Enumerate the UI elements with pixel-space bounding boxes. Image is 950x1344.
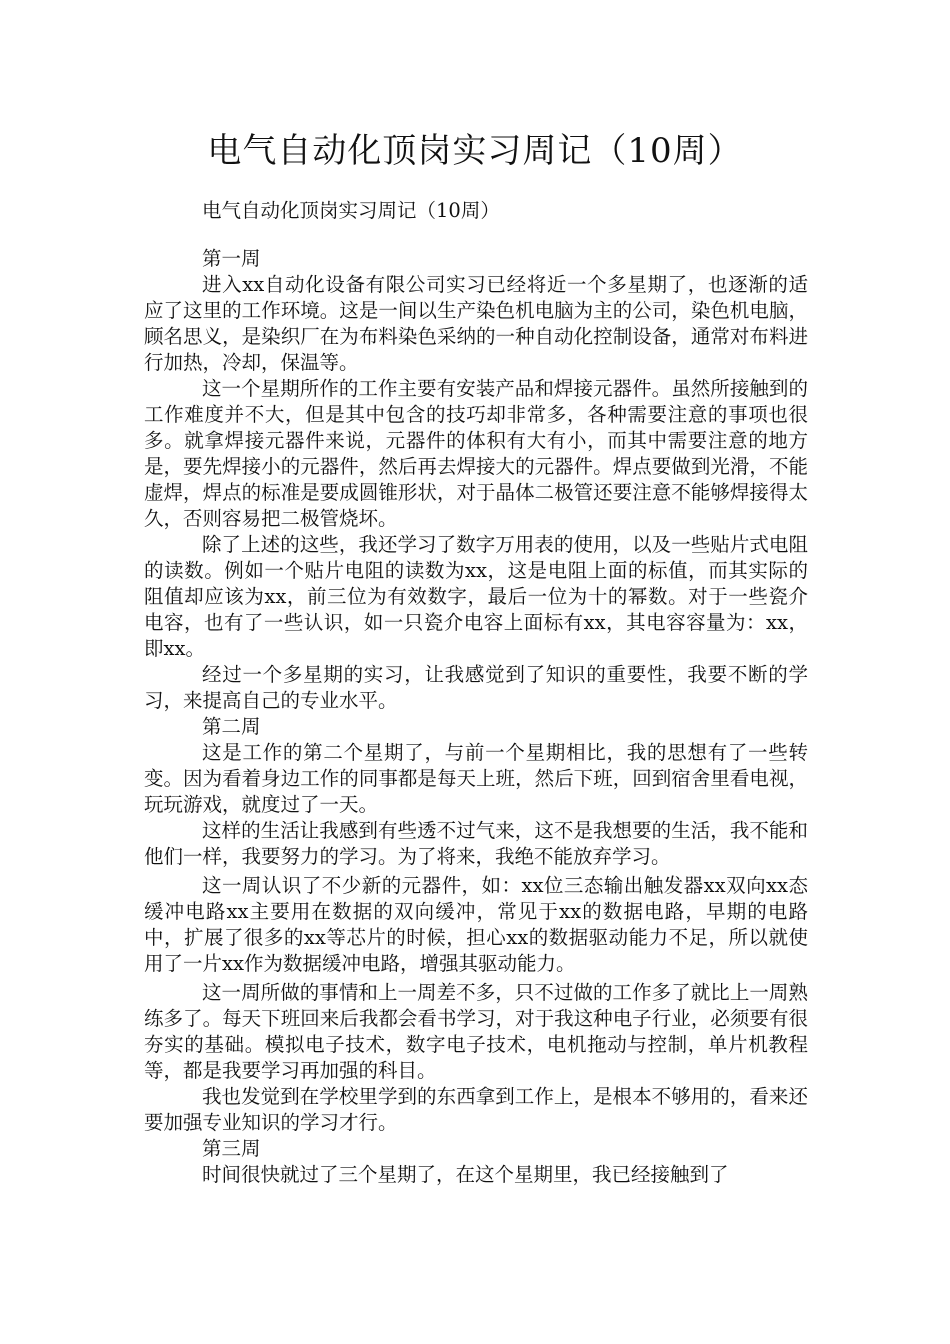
document-body [144, 198, 808, 1188]
week1-paragraph-1: 进入xx自动化设备有限公司实习已经将近一个多星期了，也逐渐的适应了这里的工作环境。这是一间以生产染色机电脑为主的公司，染色机电脑，顾名思义，是染织厂在为布料染色采纳的一种自动化控制设备，通常对布料进行加热，冷却，保温等。 [144, 273, 808, 374]
week1-paragraph-2: 这一个星期所作的工作主要有安装产品和焊接元器件。虽然所接触到的工作难度并不大，但是其中包含的技巧却非常多，各种需要注意的事项也很多。就拿焊接元器件来说，元器件的体积有大有小，而其中需要注意的地方是，要先焊接小的元器件，然后再去焊接大的元器件。焊点要做到光滑，不能虚焊，焊点的标准是要成圆锥形状，对于晶体二极管还要注意不能够焊接得太久，否则容易把二极管烧坏。 [144, 377, 808, 530]
week2-paragraph-5: 我也发觉到在学校里学到的东西拿到工作上，是根本不够用的，看来还要加强专业知识的学习才行。 [144, 1085, 808, 1134]
week1-paragraph-4: 经过一个多星期的实习，让我感觉到了知识的重要性，我要不断的学习，来提高自己的专业水平。 [144, 663, 808, 712]
week3-paragraph-1: 时间很快就过了三个星期了，在这个星期里，我已经接触到了 [202, 1163, 729, 1186]
document-subtitle: 电气自动化顶岗实习周记（10周） [202, 199, 500, 222]
week2-paragraph-4: 这一周所做的事情和上一周差不多，只不过做的工作多了就比上一周熟练多了。每天下班回来后我都会看书学习，对于我这种电子行业，必须要有很夯实的基础。模拟电子技术，数字电子技术，电机拖动与控制，单片机教程等，都是我要学习再加强的科目。 [144, 981, 808, 1082]
week2-paragraph-1: 这是工作的第二个星期了，与前一个星期相比，我的思想有了一些转变。因为看着身边工作的同事都是每天上班，然后下班，回到宿舍里看电视，玩玩游戏，就度过了一天。 [144, 741, 808, 816]
document-title: 电气自动化顶岗实习周记（10周） [207, 131, 743, 171]
week1-paragraph-3: 除了上述的这些，我还学习了数字万用表的使用，以及一些贴片式电阻的读数。例如一个贴片电阻的读数为xx，这是电阻上面的标值，而其实际的阻值却应该为xx，前三位为有效数字，最后一位为十的幂数。对于一些瓷介电容，也有了一些认识，如一只瓷介电容上面标有xx，其电容容量为：xx，即xx。 [144, 533, 808, 660]
week2-paragraph-2: 这样的生活让我感到有些透不过气来，这不是我想要的生活，我不能和他们一样，我要努力的学习。为了将来，我绝不能放弃学习。 [144, 819, 808, 868]
week1-heading: 第一周 [202, 247, 261, 270]
week2-heading: 第二周 [202, 715, 261, 738]
week2-paragraph-3: 这一周认识了不少新的元器件，如：xx位三态输出触发器xx双向xx态缓冲电路xx主要用在数据的双向缓冲，常见于xx的数据电路，早期的电路中，扩展了很多的xx等芯片的时候，担心xx的数据驱动能力不足，所以就使用了一片xx作为数据缓冲电路，增强其驱动能力。 [144, 874, 808, 975]
week3-heading: 第三周 [202, 1137, 261, 1160]
